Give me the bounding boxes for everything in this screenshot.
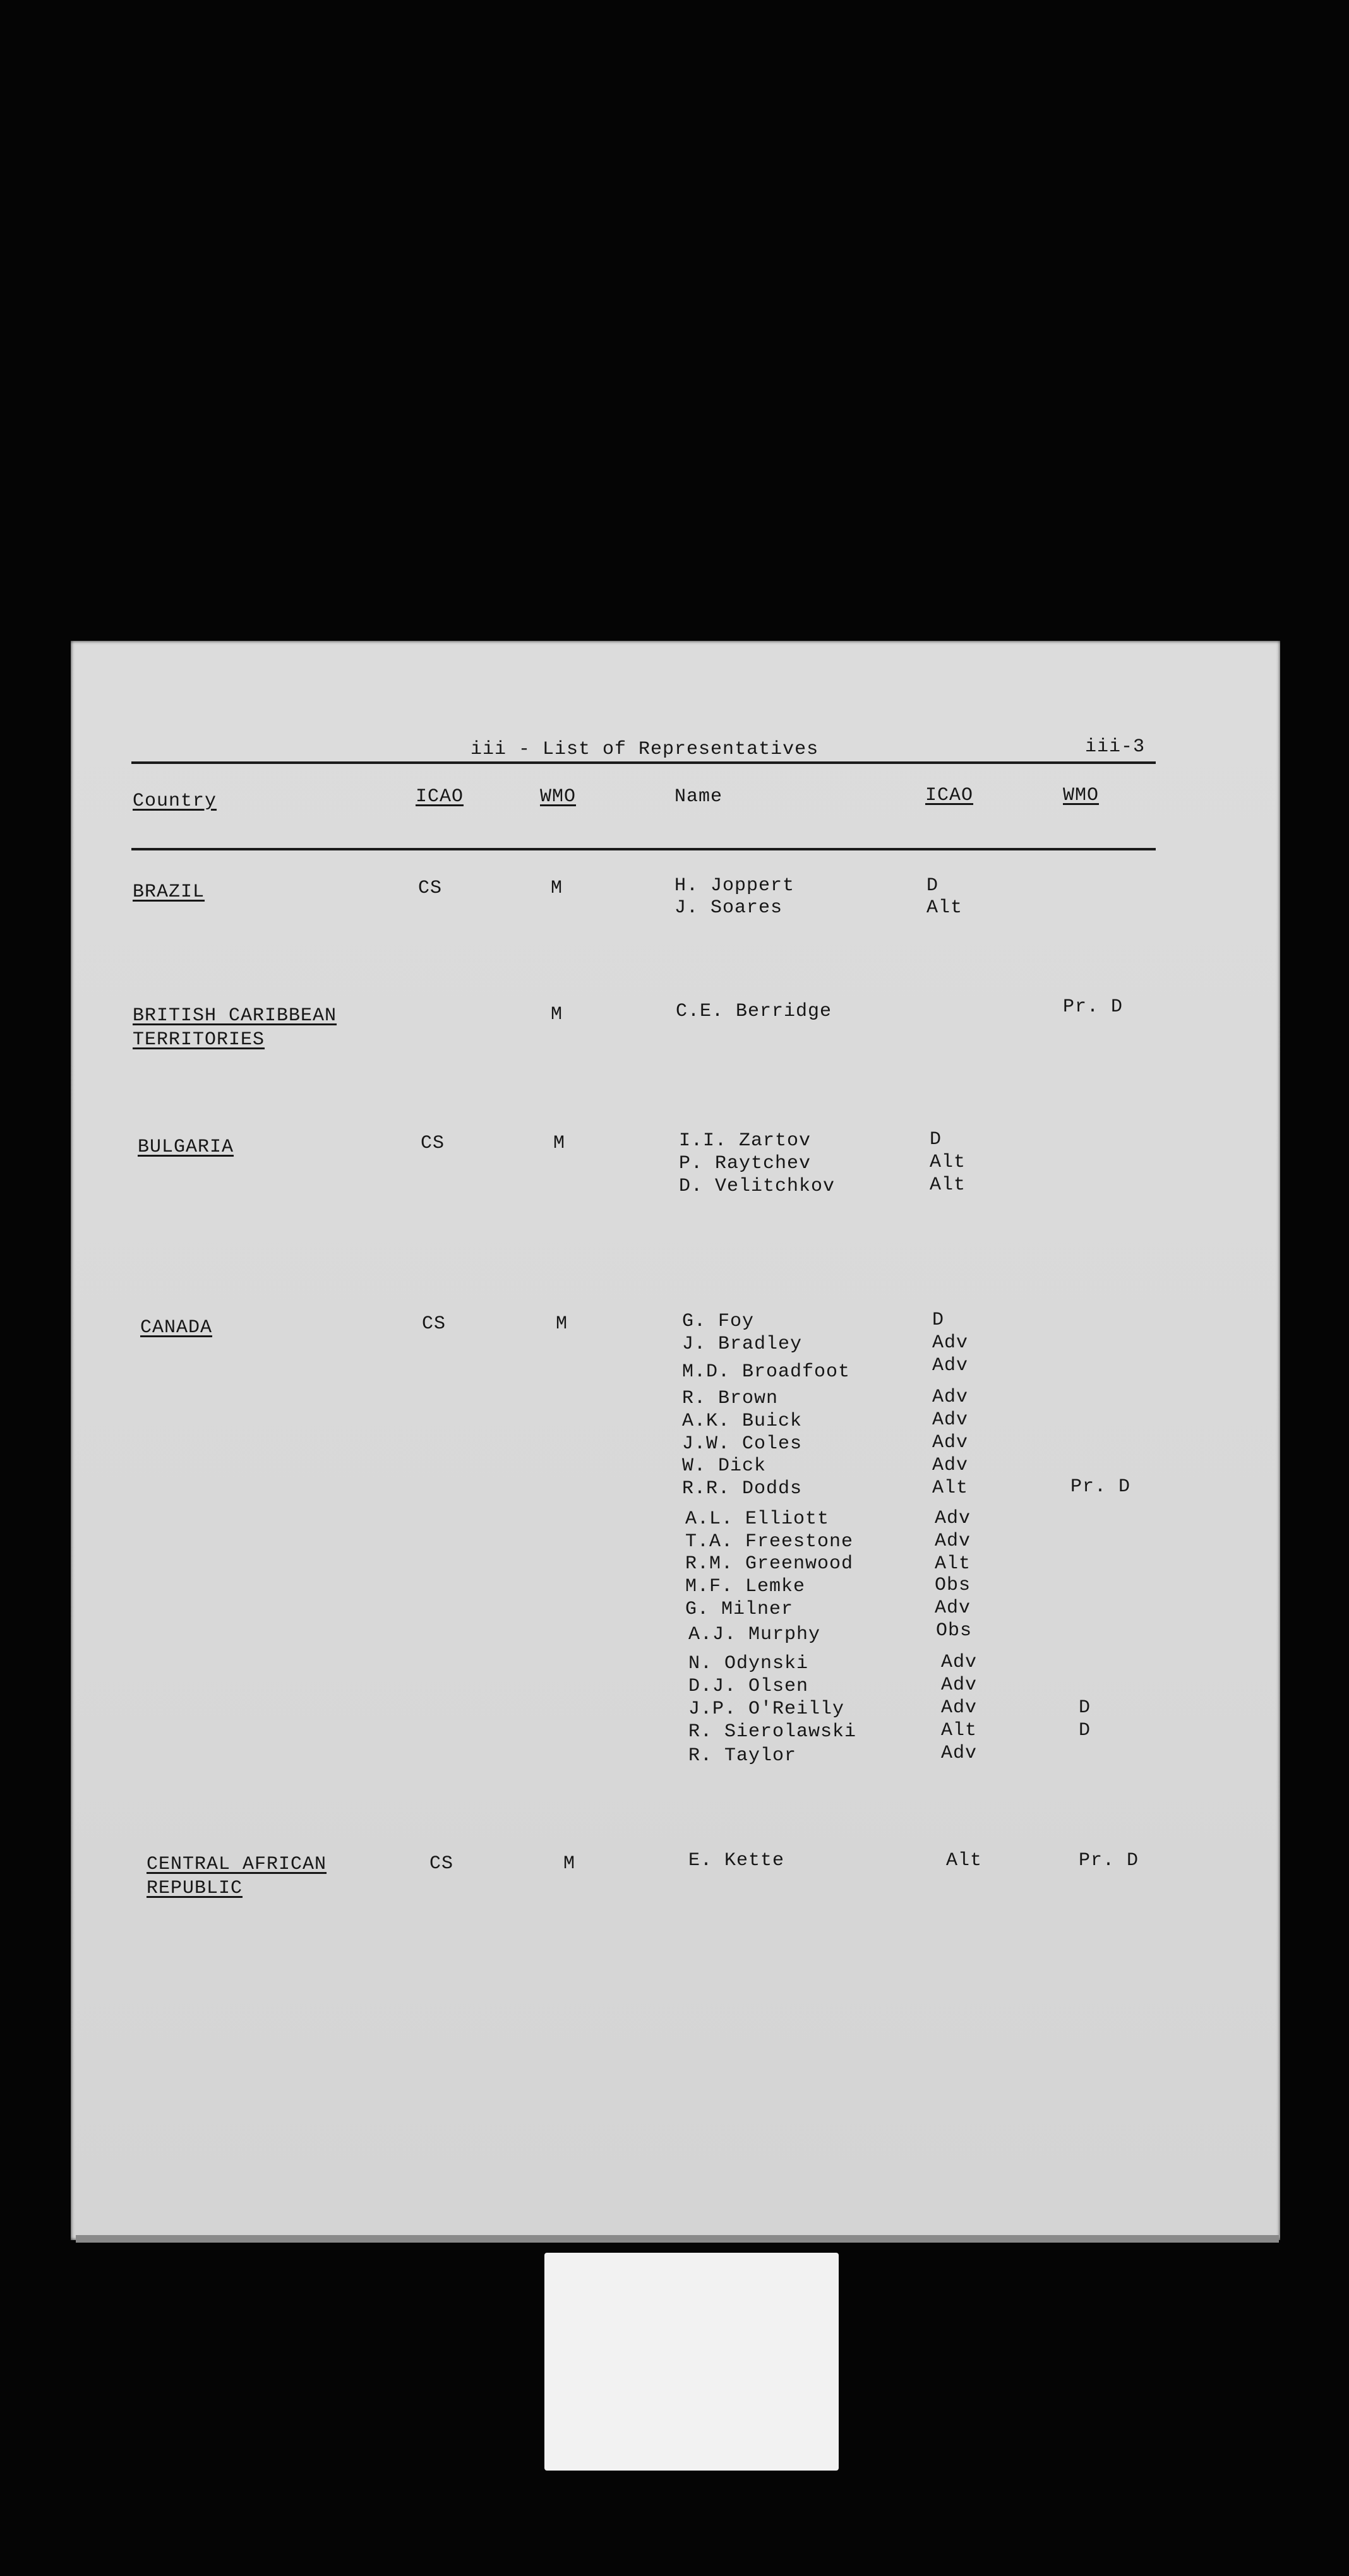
rep-wmo-role: Pr. D (1063, 996, 1124, 1018)
rep-icao-role: D (926, 875, 939, 897)
header-rule (131, 761, 1156, 764)
column-header-icao: ICAO (416, 786, 464, 808)
page-title: iii - List of Representatives (471, 739, 819, 760)
rep-wmo-role: Pr. D (1079, 1850, 1139, 1871)
rep-icao-role: Alt (946, 1850, 983, 1871)
country-wmo-status: M (553, 1133, 566, 1154)
rep-name: H. Joppert (674, 875, 795, 897)
column-header-name: Name (674, 786, 723, 808)
rep-name: I.I. Zartov (679, 1130, 812, 1152)
rep-icao-role: Adv (941, 1697, 978, 1719)
rep-icao-role: Adv (932, 1355, 969, 1376)
column-header-rep-wmo: WMO (1063, 785, 1100, 806)
rep-name: J.P. O'Reilly (688, 1698, 845, 1720)
country-name: BRITISH CARIBBEAN (133, 1005, 337, 1027)
country-icao-status: CS (418, 878, 443, 899)
rep-icao-role: Adv (941, 1674, 978, 1696)
rep-name: M.F. Lemke (685, 1576, 806, 1597)
rep-name: A.L. Elliott (685, 1508, 830, 1530)
rep-name: R.M. Greenwood (685, 1553, 854, 1575)
rep-name: C.E. Berridge (676, 1001, 832, 1022)
rep-icao-role: Adv (935, 1530, 971, 1552)
rep-icao-role: Adv (932, 1386, 969, 1408)
rep-icao-role: Alt (930, 1152, 966, 1173)
rep-name: R. Taylor (688, 1745, 797, 1767)
rep-wmo-role: D (1079, 1720, 1091, 1741)
country-name: BULGARIA (138, 1136, 234, 1158)
column-header-wmo: WMO (540, 786, 577, 808)
rep-name: E. Kette (688, 1850, 785, 1871)
rep-name: R.R. Dodds (682, 1478, 803, 1500)
rep-icao-role: Adv (941, 1652, 978, 1673)
rep-icao-role: Alt (930, 1174, 966, 1196)
country-wmo-status: M (563, 1853, 576, 1875)
rep-name: A.K. Buick (682, 1410, 803, 1432)
country-wmo-status: M (551, 878, 563, 899)
rep-icao-role: Alt (932, 1477, 969, 1499)
rep-icao-role: Adv (932, 1455, 969, 1476)
rep-icao-role: Alt (935, 1553, 971, 1575)
rep-icao-role: Alt (926, 897, 963, 919)
country-name: CENTRAL AFRICAN (147, 1854, 327, 1875)
country-icao-status: CS (421, 1133, 445, 1154)
rep-name: D. Velitchkov (679, 1176, 836, 1197)
country-name-continued: TERRITORIES (133, 1029, 265, 1051)
rep-icao-role: Alt (941, 1720, 978, 1741)
rep-name: J. Bradley (682, 1333, 803, 1355)
rep-name: A.J. Murphy (688, 1624, 821, 1645)
column-header-rep-icao: ICAO (925, 785, 974, 806)
rep-icao-role: Adv (932, 1432, 969, 1453)
country-wmo-status: M (556, 1313, 568, 1335)
column-header-country: Country (133, 790, 217, 812)
blank-card (544, 2253, 839, 2471)
rep-name: M.D. Broadfoot (682, 1361, 851, 1383)
page-bottom-edge (76, 2235, 1279, 2243)
rep-icao-role: Obs (936, 1620, 973, 1642)
country-name: BRAZIL (133, 881, 205, 903)
rep-name: J.W. Coles (682, 1433, 803, 1455)
rep-name: G. Milner (685, 1599, 794, 1620)
rep-icao-role: D (930, 1129, 942, 1150)
rep-wmo-role: D (1079, 1697, 1091, 1719)
rep-icao-role: Obs (935, 1575, 971, 1596)
country-icao-status: CS (429, 1853, 454, 1875)
rep-icao-role: Adv (935, 1597, 971, 1619)
rep-name: J. Soares (674, 897, 783, 919)
column-header-rule (131, 848, 1156, 850)
rep-name: W. Dick (682, 1455, 767, 1477)
rep-icao-role: Adv (935, 1508, 971, 1529)
rep-wmo-role: Pr. D (1070, 1476, 1131, 1498)
rep-icao-role: Adv (932, 1409, 969, 1431)
country-name-continued: REPUBLIC (147, 1878, 243, 1899)
country-wmo-status: M (551, 1004, 563, 1025)
country-icao-status: CS (422, 1313, 447, 1335)
rep-name: G. Foy (682, 1311, 755, 1332)
rep-icao-role: D (932, 1309, 945, 1331)
rep-name: D.J. Olsen (688, 1676, 809, 1697)
rep-name: T.A. Freestone (685, 1531, 854, 1553)
rep-name: R. Brown (682, 1388, 779, 1409)
rep-icao-role: Adv (941, 1743, 978, 1764)
rep-name: P. Raytchev (679, 1153, 812, 1174)
page-number: iii-3 (1085, 736, 1146, 758)
rep-name: N. Odynski (688, 1653, 809, 1674)
rep-name: R. Sierolawski (688, 1721, 857, 1743)
rep-icao-role: Adv (932, 1332, 969, 1354)
country-name: CANADA (140, 1317, 213, 1339)
